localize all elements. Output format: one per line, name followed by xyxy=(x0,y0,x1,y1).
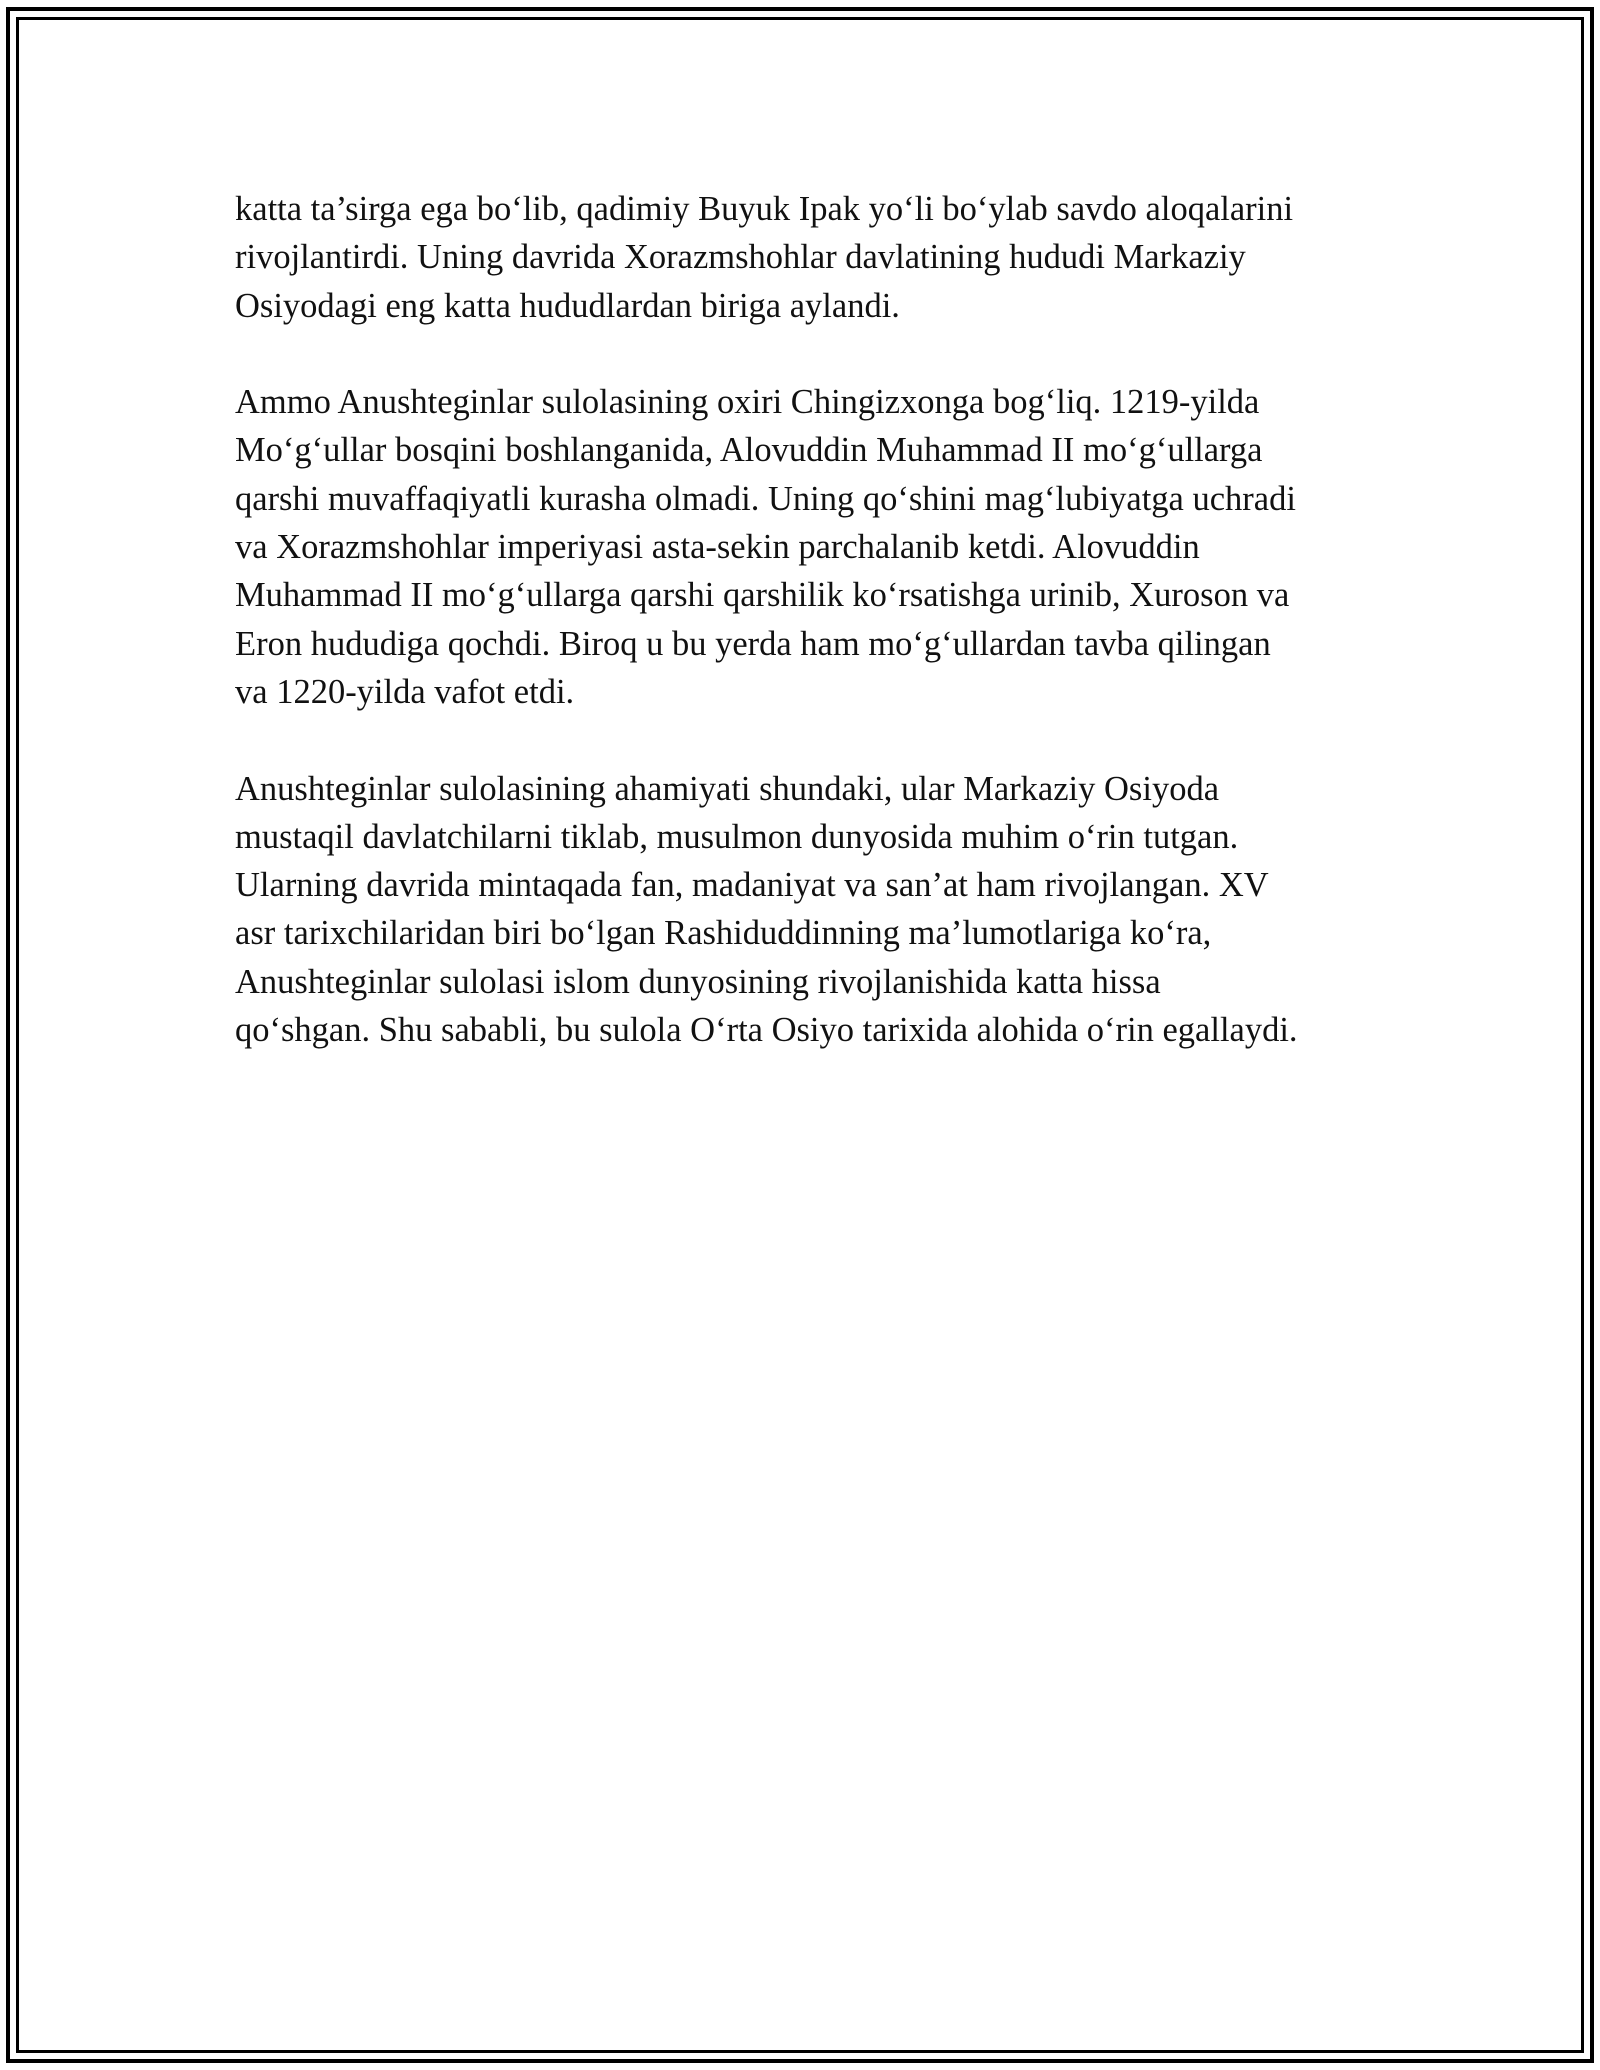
text-line: Anushteginlar sulolasining ahamiyati shundaki, ular Markaziy Osiyoda xyxy=(235,769,1220,808)
paragraph-1 xyxy=(235,185,1385,330)
text-line: Eron hududiga qochdi. Biroq u bu yerda ham mo‘g‘ullardan tavba qilingan xyxy=(235,624,1271,663)
paragraph-3 xyxy=(235,765,1385,1055)
text-line: Muhammad II mo‘g‘ullarga qarshi qarshilik ko‘rsatishga urinib, Xuroson va xyxy=(235,576,1290,615)
text-line: katta ta’sirga ega bo‘lib, qadimiy Buyuk Ipak yo‘li bo‘ylab savdo aloqalarini xyxy=(235,190,1294,228)
text-line: rivojlantirdi. Uning davrida Xorazmshohlar davlatining hududi Markaziy xyxy=(235,238,1246,277)
text-line: asr tarixchilaridan biri bo‘lgan Rashiduddinning ma’lumotlariga ko‘ra, xyxy=(235,914,1212,953)
text-line: va Xorazmshohlar imperiyasi asta-sekin parchalanib ketdi. Alovuddin xyxy=(235,528,1200,567)
text-line: Anushteginlar sulolasi islom dunyosining rivojlanishida katta hissa xyxy=(235,962,1161,1001)
text-line: mustaqil davlatchilarni tiklab, musulmon dunyosida muhim o‘rin tutgan. xyxy=(235,817,1239,856)
text-line: qo‘shgan. Shu sababli, bu sulola O‘rta Osiyo tarixida alohida o‘rin egallaydi. xyxy=(235,1011,1298,1050)
text-line: va 1220-yilda vafot etdi. xyxy=(235,672,575,711)
document-body xyxy=(235,185,1385,1103)
text-line: Osiyodagi eng katta hududlardan biriga aylandi. xyxy=(235,286,900,325)
text-line: Ammo Anushteginlar sulolasining oxiri Chingizxonga bog‘liq. 1219-yilda xyxy=(235,383,1260,422)
text-line: Mo‘g‘ullar bosqini boshlanganida, Alovuddin Muhammad II mo‘g‘ullarga xyxy=(235,431,1263,470)
text-line: qarshi muvaffaqiyatli kurasha olmadi. Uning qo‘shini mag‘lubiyatga uchradi xyxy=(235,479,1296,518)
paragraph-2 xyxy=(235,378,1385,716)
text-line: Ularning davrida mintaqada fan, madaniyat va san’at ham rivojlangan. XV xyxy=(235,866,1269,905)
